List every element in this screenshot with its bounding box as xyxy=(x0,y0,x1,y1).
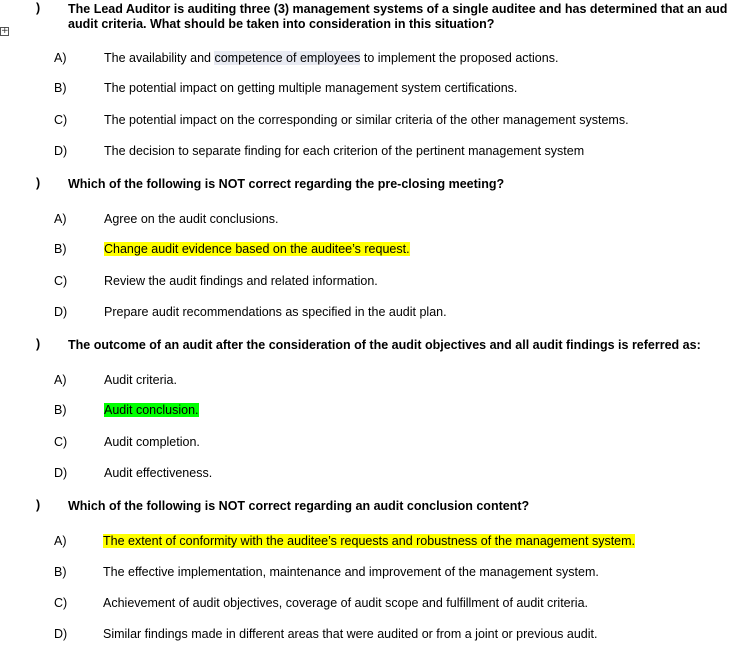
question-1-option-c-text: The potential impact on the corresponding or similar criteria of the other management systems. xyxy=(104,113,629,127)
question-1-number: ) xyxy=(36,1,41,15)
option-text-part: to implement the proposed actions. xyxy=(360,51,559,65)
question-1-option-b-text: The potential impact on getting multiple management system certifications. xyxy=(104,81,518,95)
question-1-option-d-text: The decision to separate finding for each criterion of the pertinent management system xyxy=(104,144,585,158)
answer-highlight: The extent of conformity with the auditee’s requests and robustness of the management system. xyxy=(103,534,636,548)
answer-highlight: Change audit evidence based on the auditee’s request. xyxy=(104,242,410,256)
question-3-option-a-letter: A) xyxy=(54,373,67,387)
question-2-option-a-letter: A) xyxy=(54,212,67,226)
question-1-option-a-text xyxy=(104,51,558,65)
question-3-text: The outcome of an audit after the consideration of the audit objectives and all audit findings is referred as: xyxy=(68,338,701,352)
question-4-option-b-letter: B) xyxy=(54,565,67,579)
question-2-number: ) xyxy=(36,176,41,190)
question-1-option-c-letter: C) xyxy=(54,113,68,127)
question-3-option-a-text: Audit criteria. xyxy=(104,373,177,387)
answer-highlight: Audit conclusion. xyxy=(104,403,199,417)
question-2-option-a-text: Agree on the audit conclusions. xyxy=(104,212,279,226)
question-3-option-b-letter: B) xyxy=(54,403,67,417)
question-4-option-b-text: The effective implementation, maintenance and improvement of the management system. xyxy=(103,565,599,579)
question-3-option-b-text xyxy=(104,403,199,417)
question-2-option-d-text: Prepare audit recommendations as specified in the audit plan. xyxy=(104,305,447,319)
question-4-option-a-text xyxy=(103,534,635,548)
question-1-option-b-letter: B) xyxy=(54,81,67,95)
question-2-text: Which of the following is NOT correct regarding the pre-closing meeting? xyxy=(68,177,505,191)
selected-text-highlight: competence of employees xyxy=(214,51,361,65)
table-move-handle-icon[interactable]: + xyxy=(1,26,9,36)
question-4-option-c-letter: C) xyxy=(54,596,68,610)
question-4-option-d-text: Similar findings made in different areas that were audited or from a joint or previous audit. xyxy=(103,627,598,641)
question-4-option-a-letter: A) xyxy=(54,534,67,548)
question-1-option-d-letter: D) xyxy=(54,144,68,158)
question-1-text-line-1: The Lead Auditor is auditing three (3) management systems of a single auditee and has determined that an aud xyxy=(68,2,728,16)
question-3-option-c-letter: C) xyxy=(54,435,68,449)
question-1-text-line-2: audit criteria. What should be taken into consideration in this situation? xyxy=(68,17,495,31)
question-2-option-c-text: Review the audit findings and related information. xyxy=(104,274,378,288)
question-3-option-c-text: Audit completion. xyxy=(104,435,200,449)
question-4-option-d-letter: D) xyxy=(54,627,68,641)
question-3-number: ) xyxy=(36,337,41,351)
option-text-part: The availability and xyxy=(104,51,215,65)
question-1-option-a-letter: A) xyxy=(54,51,67,65)
question-2-option-b-letter: B) xyxy=(54,242,67,256)
question-2-option-b-text xyxy=(104,242,410,256)
question-3-option-d-letter: D) xyxy=(54,466,68,480)
question-2-option-d-letter: D) xyxy=(54,305,68,319)
question-4-option-c-text: Achievement of audit objectives, coverage of audit scope and fulfillment of audit criteria. xyxy=(103,596,588,610)
question-4-text: Which of the following is NOT correct regarding an audit conclusion content? xyxy=(68,499,530,513)
question-4-number: ) xyxy=(36,498,41,512)
question-2-option-c-letter: C) xyxy=(54,274,68,288)
question-3-option-d-text: Audit effectiveness. xyxy=(104,466,213,480)
